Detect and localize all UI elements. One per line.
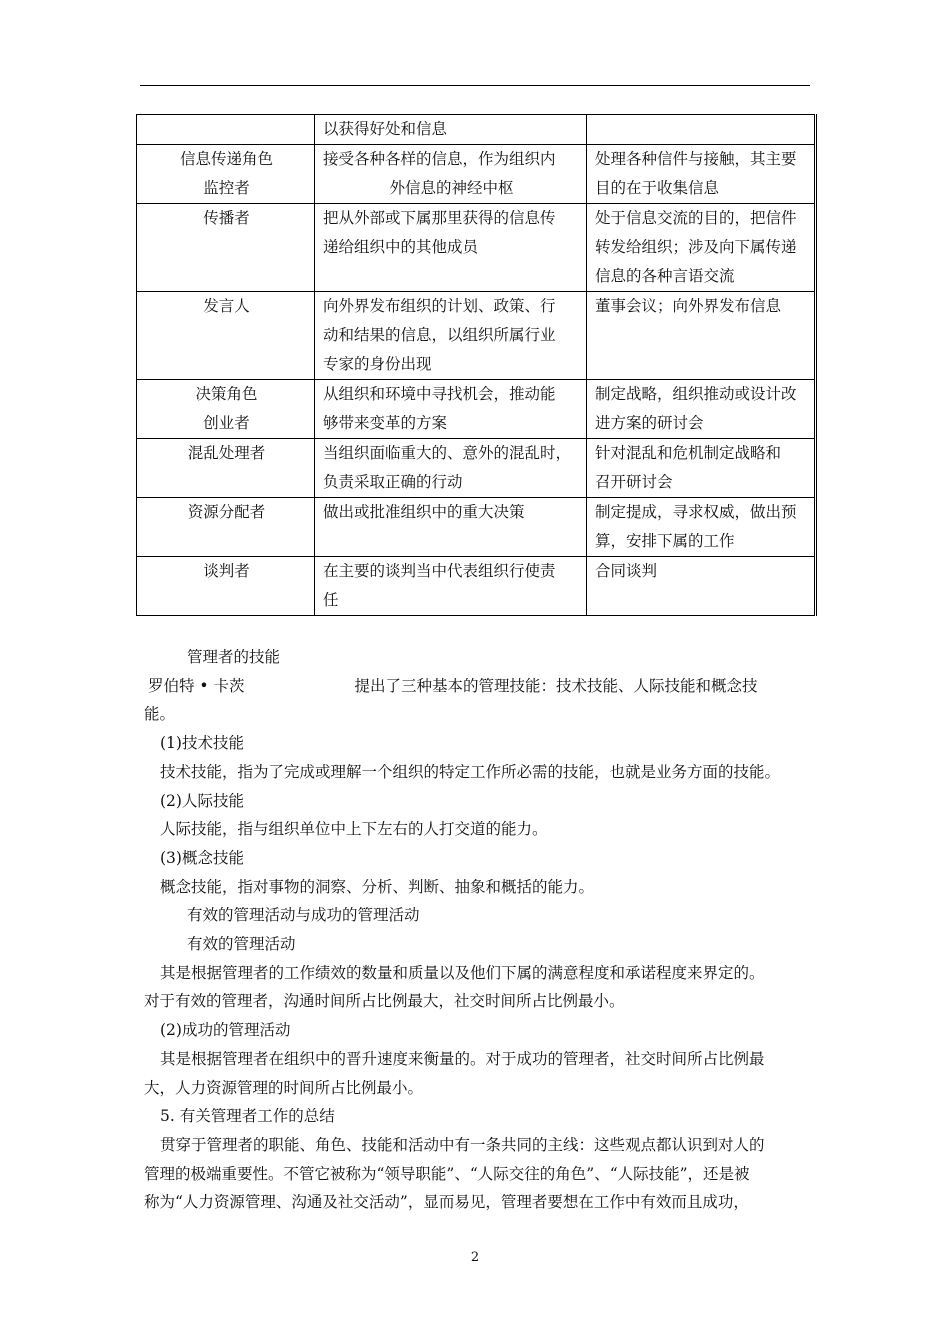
role-activity-cell [587,439,816,498]
cell-text: 把从外部或下属那里获得的信息传 [323,209,556,227]
section-heading: 管理者的技能 [187,648,281,666]
subsection-heading: 有效的管理活动 [187,935,296,954]
paragraph-line: 管理的极端重要性。不管它被称为“领导职能”、“人际交往的角色”、“人际技能”，还是被 [144,1164,750,1183]
cell-text: 发言人 [203,297,250,315]
cell-text: 针对混乱和危机制定战略和 [595,444,782,462]
cell-text: 负责采取正确的行动 [323,473,463,491]
table-row [137,557,816,616]
cell-text: 够带来变革的方案 [323,414,448,432]
table-row [137,439,816,498]
cell-text: 转发给组织；涉及向下属传递 [595,238,797,256]
role-activity-cell [587,115,816,145]
cell-text: 信息传递角色 [179,150,273,168]
role-name-cell [137,145,315,204]
role-name-cell [137,292,315,380]
paragraph-line: 对于有效的管理者，沟通时间所占比例最大，社交时间所占比例最小。 [144,992,625,1011]
cell-text: 传播者 [203,209,250,227]
cell-text: 进方案的研讨会 [595,414,704,432]
cell-text: 资源分配者 [187,503,266,521]
cell-text: 外信息的神经中枢 [389,179,514,197]
cell-text: 制定提成，寻求权威，做出预 [595,503,797,521]
role-description-cell [315,498,587,557]
cell-text: 制定战略，组织推动或设计改 [595,385,797,403]
subsection-heading: (1)技术技能 [160,734,244,753]
subsection-heading: (2)人际技能 [160,791,244,810]
cell-text: 动和结果的信息，以组织所属行业 [323,326,556,344]
table-row [137,498,816,557]
cell-text: 召开研讨会 [595,473,673,491]
cell-text: 信息的各种言语交流 [595,267,735,285]
table-row [137,292,816,380]
cell-text: 目的在于收集信息 [595,179,720,197]
cell-text: 向外界发布组织的计划、政策、行 [323,297,556,315]
cell-text: 算，安排下属的工作 [595,532,735,550]
section-heading: 有效的管理活动与成功的管理活动 [187,906,420,925]
paragraph-line: 贯穿于管理者的职能、角色、技能和活动中有一条共同的主线：这些观点都认识到对人的 [160,1135,765,1154]
header-rule [140,85,810,86]
paragraph-line: 称为“人力资源管理、沟通及社交活动”，显而易见，管理者要想在工作中有效而且成功， [144,1193,749,1212]
role-description-cell [315,557,587,616]
role-activity-cell [587,145,816,204]
cell-text: 谈判者 [203,562,250,580]
paragraph-line: 大，人力资源管理的时间所占比例最小。 [144,1078,424,1097]
table-row [137,115,816,145]
role-name-cell [137,557,315,616]
role-description-cell [315,145,587,204]
role-description-cell [315,204,587,292]
cell-text: 混乱处理者 [187,444,266,462]
role-activity-cell [587,557,816,616]
table-row [137,380,816,439]
cell-text: 创业者 [203,414,250,432]
role-activity-cell [587,498,816,557]
cell-text: 合同谈判 [595,562,658,580]
paragraph-line: 技术技能，指为了完成或理解一个组织的特定工作所必需的技能，也就是业务方面的技能。 [160,762,781,781]
cell-text: 接受各种各样的信息，作为组织内 [323,150,556,168]
cell-text: 处于信息交流的目的，把信件 [595,209,797,227]
cell-text: 当组织面临重大的、意外的混乱时， [323,444,572,462]
table-row [137,145,816,204]
section-heading: 5. 有关管理者工作的总结 [160,1107,335,1126]
role-activity-cell [587,204,816,292]
role-name-cell [137,439,315,498]
role-description-cell [315,380,587,439]
paragraph-line: 概念技能，指对事物的洞察、分析、判断、抽象和概括的能力。 [160,877,595,896]
cell-text: 以获得好处和信息 [323,120,448,138]
cell-text: 处理各种信件与接触，其主要 [595,150,797,168]
role-name-cell [137,115,315,145]
paragraph-line [144,672,812,701]
paragraph-line: 能。 [144,705,176,724]
subsection-heading: (3)概念技能 [160,848,244,867]
role-name-cell [137,380,315,439]
manager-roles-table [136,114,817,616]
cell-text: 从组织和环境中寻找机会，推动能 [323,385,556,403]
table-row [137,204,816,292]
role-description-cell [315,292,587,380]
subsection-heading: (2)成功的管理活动 [160,1021,291,1040]
cell-text: 在主要的谈判当中代表组织行使责 [323,562,556,580]
role-description-cell [315,439,587,498]
cell-text: 做出或批准组织中的重大决策 [323,503,525,521]
paragraph-line: 人际技能，指与组织单位中上下左右的人打交道的能力。 [160,820,548,839]
cell-text: 决策角色 [195,385,258,403]
role-activity-cell [587,292,816,380]
page-number: 2 [470,1250,480,1265]
author-name: 罗伯特 • 卡茨 [148,676,245,695]
role-description-cell [315,115,587,145]
role-name-cell [137,204,315,292]
role-activity-cell [587,380,816,439]
role-name-cell [137,498,315,557]
body-text [144,643,812,1217]
paragraph-line: 其是根据管理者在组织中的晋升速度来衡量的。对于成功的管理者，社交时间所占比例最 [160,1049,765,1068]
cell-text: 递给组织中的其他成员 [323,238,479,256]
cell-text: 专家的身份出现 [323,355,432,373]
cell-text: 任 [323,591,339,609]
cell-text: 董事会议；向外界发布信息 [595,297,782,315]
cell-text: 监控者 [203,179,250,197]
paragraph-line: 其是根据管理者的工作绩效的数量和质量以及他们下属的满意程度和承诺程度来界定的。 [160,963,765,982]
text-span: 提出了三种基本的管理技能：技术技能、人际技能和概念技 [354,676,758,695]
